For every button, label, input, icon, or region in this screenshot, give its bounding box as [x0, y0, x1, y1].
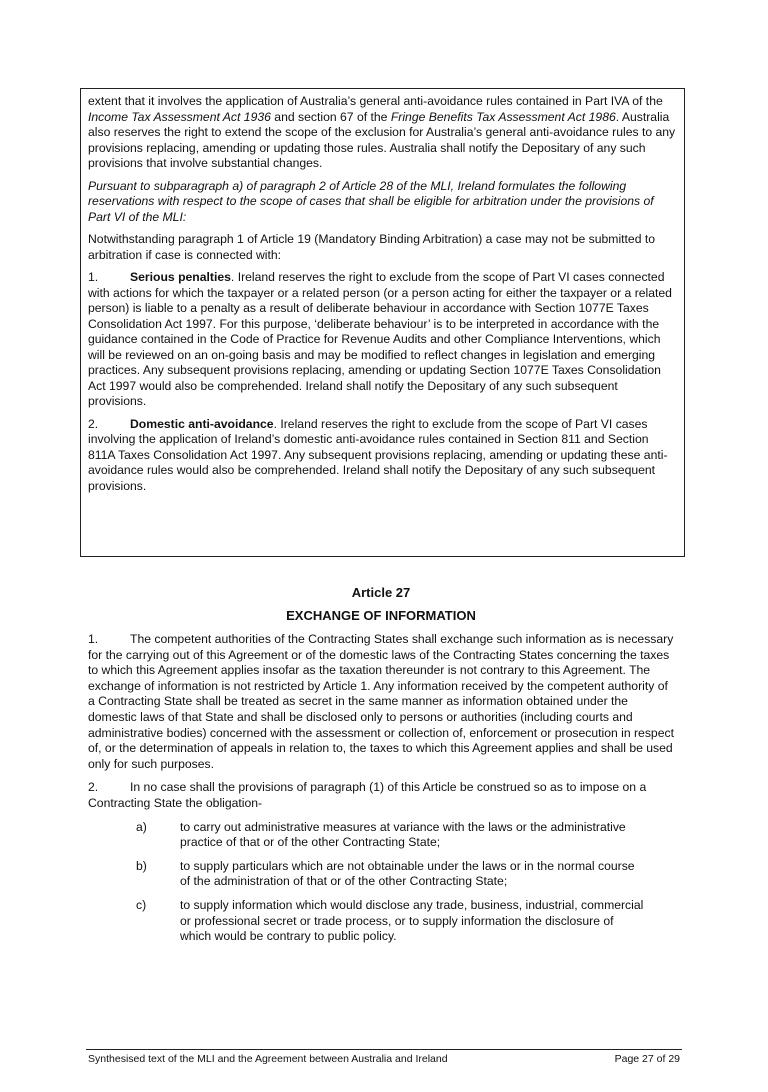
sub-item-b	[88, 859, 678, 890]
sub-item-text: to supply information which would disclose any trade, business, industrial, commercial or professional secret or trade process, or to supply information the disclosure of which would be contrary to public policy.	[180, 897, 644, 944]
article-paragraph-2	[88, 780, 678, 811]
item-title: Domestic anti-avoidance	[130, 416, 274, 431]
item-title: Serious penalties	[130, 270, 231, 284]
paragraph-text: The competent authorities of the Contracting States shall exchange such information as is necessary for the carrying out of this Agreement or of the domestic laws of the Contracting States concerning the taxes to which this Agreement applies insofar as the taxation thereunder is not contrary to this Agreement. The exchange of information is not restricted by Article 1. Any information received by the competent authority of a Contracting State shall be treated as secret in the same manner as information obtained under the domestic laws of that State and shall be disclosed only to persons or authorities (including courts and administrative bodies) concerned with the assessment or collection of, enforcement or prosecution in respect of, or the determination of appeals in relation to, the taxes to which this Agreement applies and shall be used only for such purposes.	[88, 632, 674, 771]
page-footer	[88, 1053, 680, 1065]
text-run: and section 67 of the	[270, 109, 391, 124]
paragraph-number: 1.	[88, 632, 99, 646]
item-text: . Ireland reserves the right to exclude from the scope of Part VI cases involving the application of Ireland’s domestic anti-avoidance rules contained in Section 811 and Section 811A Taxes Consolidation Act 1997. Any subsequent provisions replacing, amending or updating these anti-avoidance rules would also be comprehended. Ireland shall notify the Depositary of any such subsequent provisions.	[88, 416, 668, 493]
paragraph-text: In no case shall the provisions of paragraph (1) of this Article be construed so as to impose on a Contracting State the obligation-	[88, 780, 647, 810]
footer-document-title: Synthesised text of the MLI and the Agreement between Australia and Ireland	[88, 1053, 448, 1065]
sub-item-text: to supply particulars which are not obtainable under the laws or in the normal course of the administration of that or of the other Contracting State;	[180, 858, 635, 889]
footer-divider	[86, 1049, 682, 1050]
paragraph-number: 2.	[88, 780, 99, 795]
item-number: 2.	[88, 416, 99, 431]
reservation-item-1	[88, 270, 677, 410]
item-text: . Ireland reserves the right to exclude from the scope of Part VI cases connected with actions for which the taxpayer or a related person (or a person acting for either the taxpayer or a related person) is liable to a penalty as a result of deliberate behaviour in accordance with Section 1077E Taxes Consolidation Act 1997. For this purpose, ‘deliberate behaviour’ is to be interpreted in accordance with the guidance contained in the Code of Practice for Revenue Audits and other Compliance Interventions, which will be reviewed on an on-going basis and may be modified to reflect changes in legislation and emerging practices. Any subsequent provisions replacing, amending or updating Section 1077E Taxes Consolidation Act 1997 would also be comprehended. Ireland shall notify the Depositary of any such subsequent provisions.	[88, 270, 672, 408]
page-number: Page 27 of 29	[614, 1053, 680, 1065]
text-run: extent that it involves the application of Australia’s general anti-avoidance rules contained in Part IVA of the	[88, 94, 663, 108]
reservation-box	[80, 88, 685, 557]
article-title: EXCHANGE OF INFORMATION	[286, 608, 476, 623]
article-body	[88, 632, 678, 953]
text-run: . Australia also reserves the right to extend the scope of the exclusion for Australia’s general anti-avoidance rules to any provisions replacing, amending or updating those rules. Australia shall notify the Depositary of any such provisions that involve substantial changes.	[88, 109, 676, 170]
sub-item-label: a)	[136, 819, 147, 834]
sub-item-a	[88, 820, 678, 851]
box-paragraph-3: Notwithstanding paragraph 1 of Article 19 (Mandatory Binding Arbitration) a case may not be submitted to arbitration if case is connected with:	[88, 232, 656, 262]
article-paragraph-1	[88, 632, 678, 772]
reservation-item-2	[88, 417, 677, 495]
article-number: Article 27	[351, 585, 411, 600]
act-title: Fringe Benefits Tax Assessment Act 1986	[390, 109, 616, 124]
box-paragraph-2: Pursuant to subparagraph a) of paragraph 2 of Article 28 of the MLI, Ireland formulates the following reservations with respect to the scope of cases that shall be eligible for arbitration under the provisions of Part VI of the MLI:	[88, 178, 654, 224]
sub-item-c	[88, 898, 678, 945]
sub-item-label: c)	[136, 897, 147, 912]
sub-item-text: to carry out administrative measures at variance with the laws or the administrative practice of that or of the other Contracting State;	[180, 819, 626, 850]
item-number: 1.	[88, 270, 99, 284]
act-title: Income Tax Assessment Act 1936	[88, 109, 271, 124]
sub-item-label: b)	[136, 858, 147, 873]
box-paragraph-1	[88, 94, 677, 172]
